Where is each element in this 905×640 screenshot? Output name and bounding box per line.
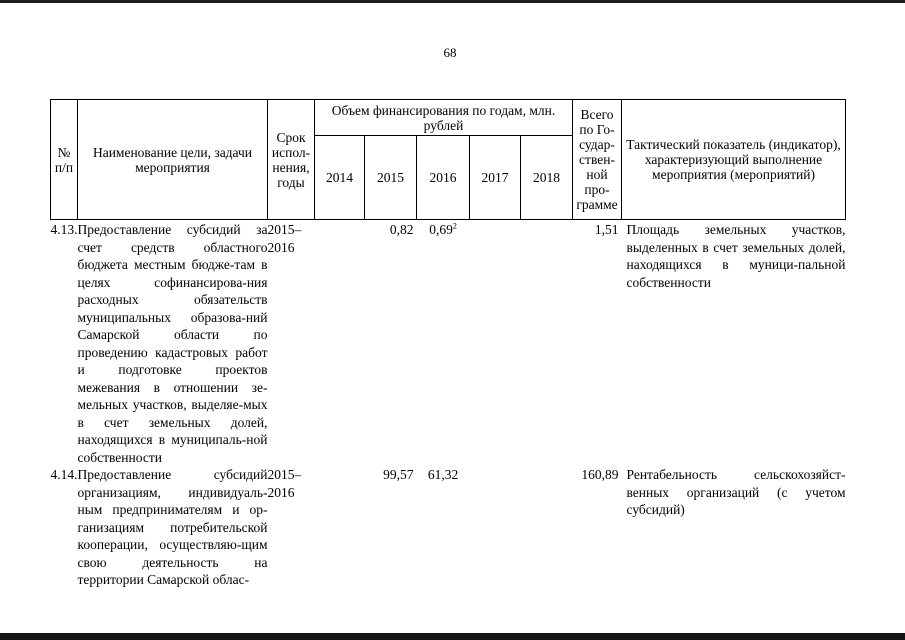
term-start: 2015–: [267, 467, 302, 482]
header-financing: Объем финансирования по годам, млн. рублей: [315, 100, 573, 136]
header-year-2018: 2018: [521, 136, 573, 220]
row-total: 160,89: [581, 467, 619, 482]
row-num: 4.14.: [50, 467, 78, 482]
row-name: Предоставление субсидий за счет средств областного бюджета местным бюдже-там в целях софинансирова-ния расходных обязательств муниципальных образова-ний Самарской области по проведению кадастровых работ и подготовке проектов межевания в отношении зе-мельных участков, выделяе-мых в счет земельных долей, находящихся в муниципаль-ной собственности: [77, 222, 268, 465]
value-2018: [521, 220, 573, 467]
value-2017: [470, 220, 521, 467]
value-2017: [470, 466, 521, 589]
row-total: 1,51: [594, 222, 619, 237]
row-name: Предоставление субсидий организациям, индивидуаль-ным предпринимателям и ор-ганизациям потребительской кооперации, осуществляю-щим свою деятельность на территории Самарской облас-: [77, 467, 268, 587]
value-2016-number: 0,69: [429, 222, 453, 237]
row-num: 4.13.: [50, 222, 78, 237]
value-2014: [315, 466, 365, 589]
header-year-2016: 2016: [417, 136, 470, 220]
scan-edge-bottom: [0, 633, 905, 640]
header-term: Срок испол-нения, годы: [268, 100, 315, 220]
table-row: [51, 220, 846, 467]
header-year-2015: 2015: [365, 136, 417, 220]
footnote-marker: 2: [452, 221, 457, 231]
row-indicator: Площадь земельных участков, выделенных в счет земельных долей, находящихся в муници-пальной собственности: [626, 222, 846, 290]
financing-table: [50, 99, 846, 589]
row-term: [268, 466, 315, 589]
header-year-2014: 2014: [315, 136, 365, 220]
value-2015: 0,82: [389, 222, 414, 237]
term-start: 2015–: [267, 222, 302, 237]
term-end: 2016: [267, 484, 295, 500]
header-name: Наименование цели, задачи мероприятия: [78, 100, 268, 220]
value-2018: [521, 466, 573, 589]
row-term: [268, 220, 315, 467]
header-indicator: Тактический показатель (индикатор), характеризующий выполнение мероприятия (мероприятий): [622, 100, 846, 220]
value-2016: [417, 220, 470, 467]
header-num: № п/п: [51, 100, 78, 220]
scan-edge-top: [0, 0, 905, 3]
table-row: [51, 466, 846, 589]
row-indicator: Рентабельность сельскохозяйст-венных организаций (с учетом субсидий): [626, 467, 846, 517]
value-2015: 99,57: [383, 467, 414, 482]
value-2016: 61,32: [427, 467, 459, 482]
term-end: 2016: [267, 239, 295, 255]
page-number: 68: [443, 45, 457, 60]
header-total: Всего по Го-судар-ствен-ной про-грамме: [573, 100, 622, 220]
value-2014: [315, 220, 365, 467]
header-year-2017: 2017: [470, 136, 521, 220]
